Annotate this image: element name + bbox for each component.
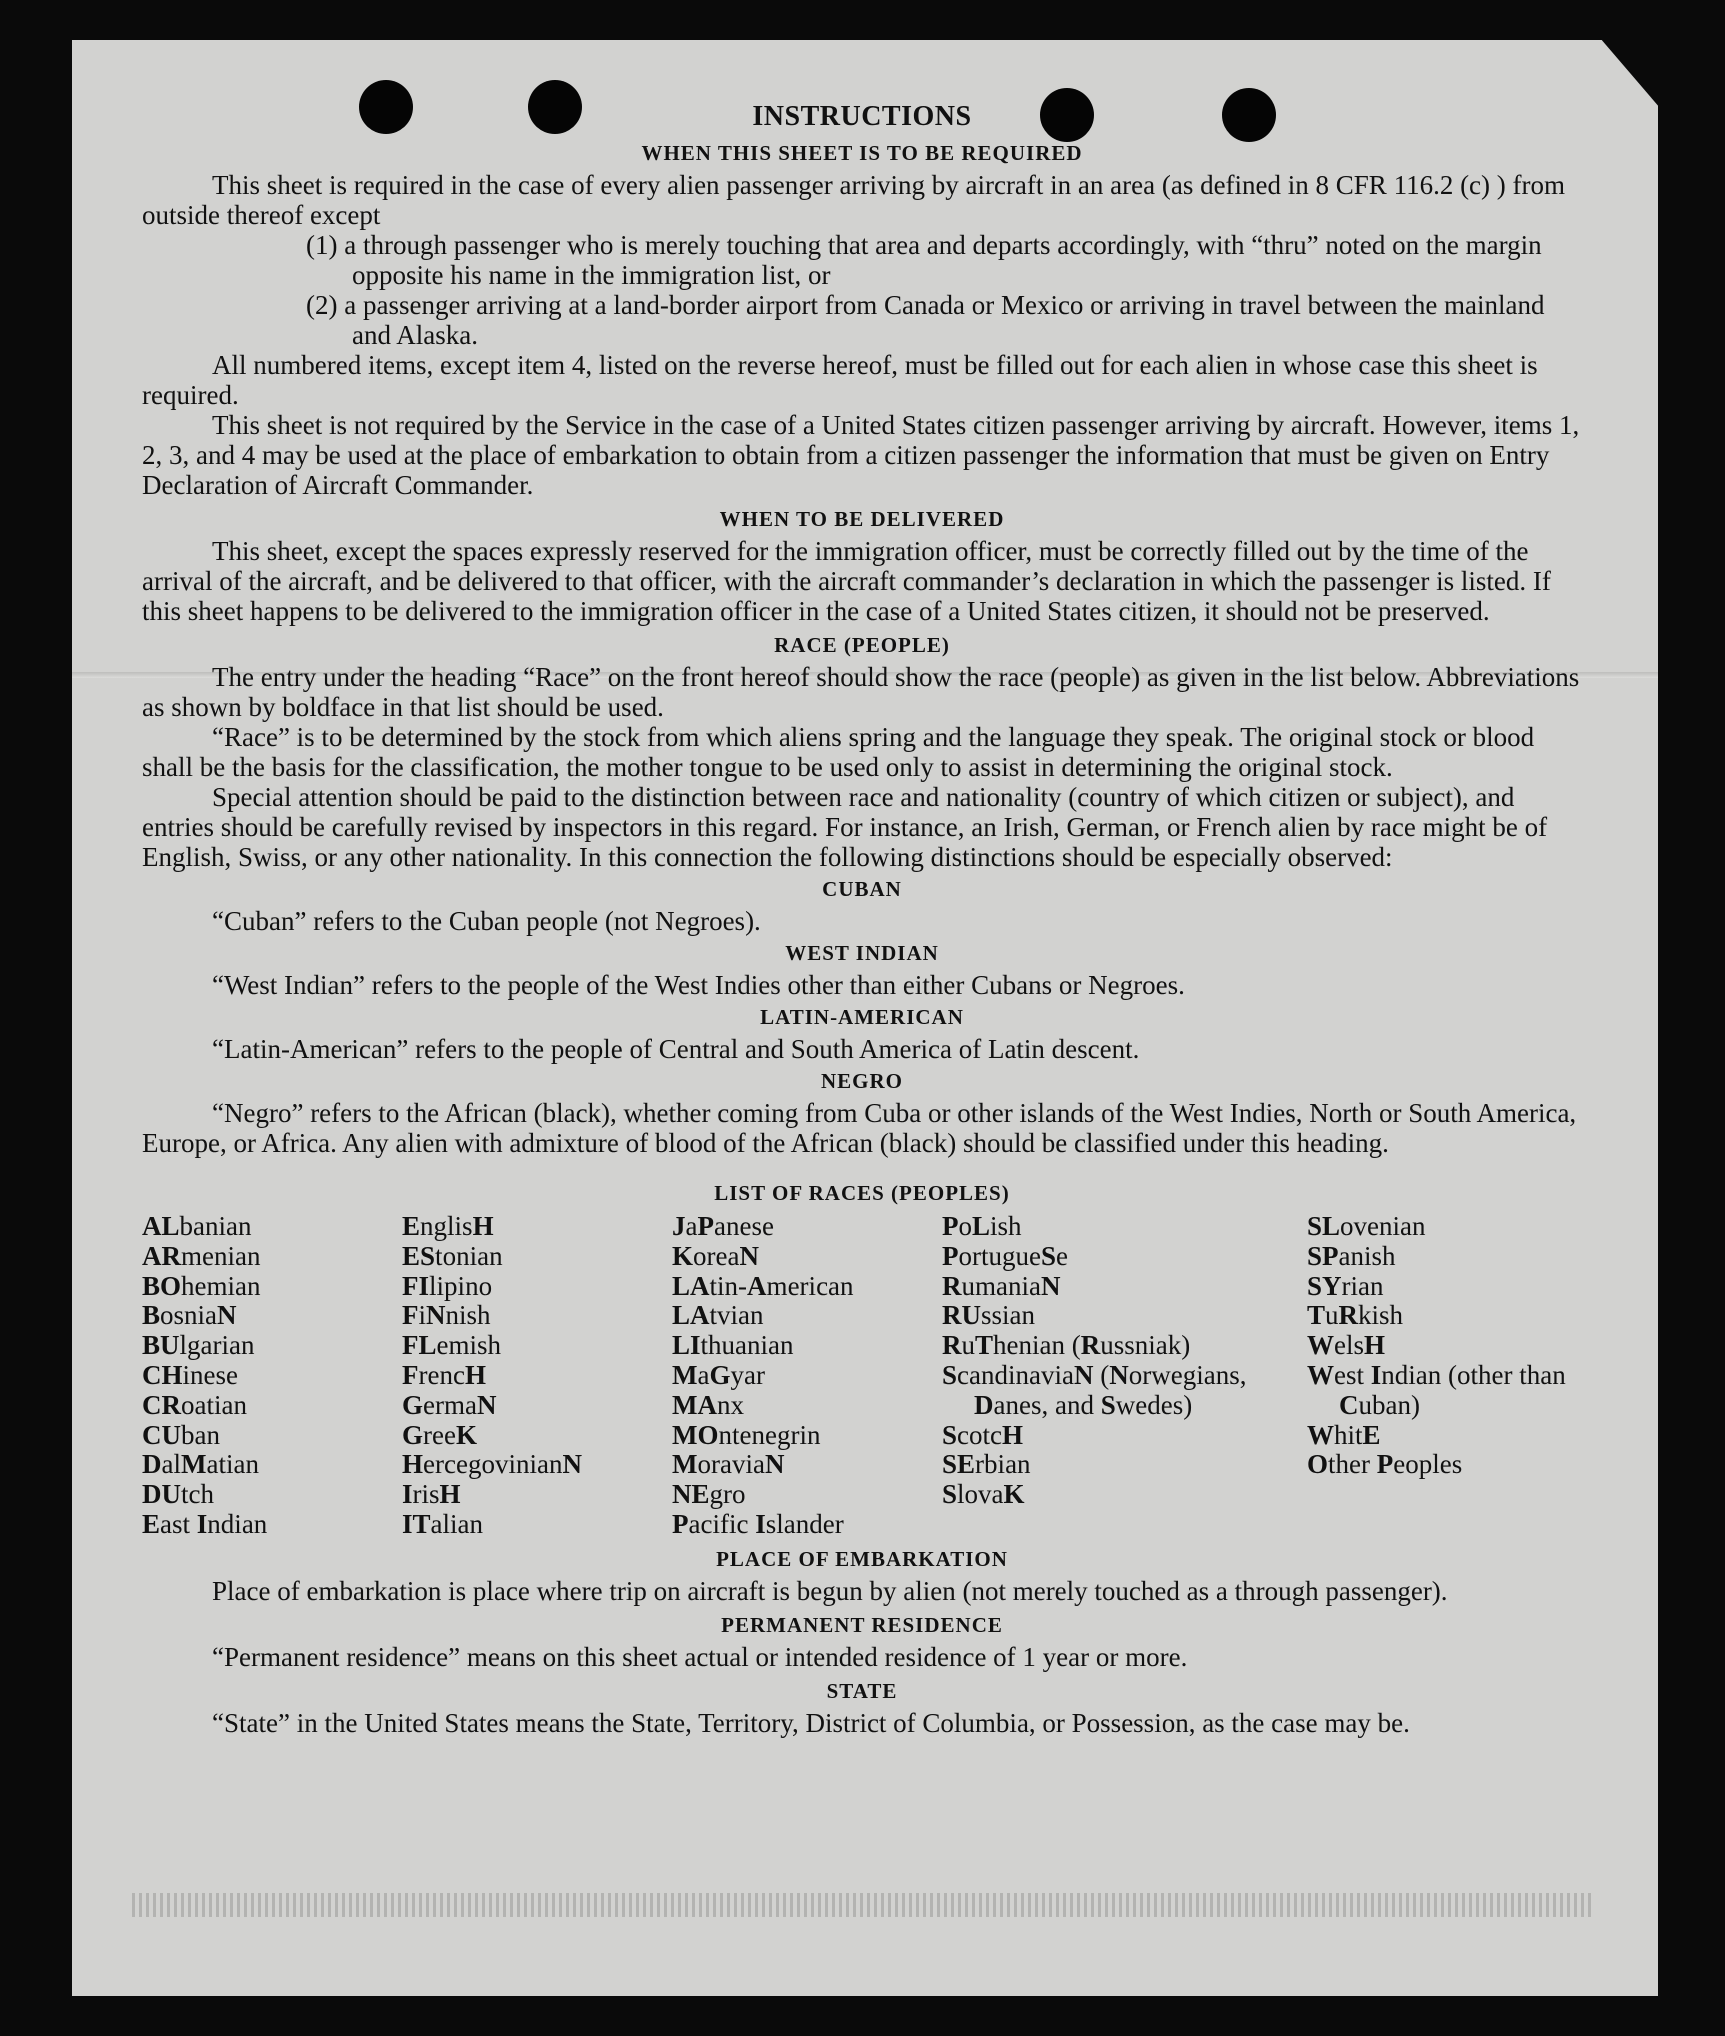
race-item: BOhemian — [142, 1270, 261, 1301]
race-item: PortugueSe — [942, 1240, 1069, 1271]
race-item: SlovaK — [942, 1479, 1025, 1510]
race-item: RuThenian (Russniak) — [942, 1330, 1191, 1361]
race-item: ScandinaviaN (Norwegians, Danes, and Swedes) — [942, 1359, 1247, 1420]
race-item: MoraviaN — [672, 1449, 785, 1480]
section-heading-residence: PERMANENT RESIDENCE — [721, 1612, 1003, 1637]
race-item: GreeK — [402, 1419, 477, 1450]
race-item: Other Peoples — [1307, 1449, 1463, 1480]
section-heading-list-of-races: LIST OF RACES (PEOPLES) — [714, 1181, 1010, 1205]
race-item: DUtch — [142, 1479, 214, 1510]
paragraph: “Negro” refers to the African (black), whether coming from Cuba or other islands of the West Indies, North or South America, Europe, or Africa. Any alien with admixture of blood of the African (black) should be classified under this heading. — [142, 1098, 1577, 1158]
race-item: ALbanian — [142, 1211, 252, 1241]
list-item: (2) a passenger arriving at a land-border airport from Canada or Mexico or arriving in travel between the mainland and Alaska. — [306, 290, 1545, 350]
race-item: CRoatian — [142, 1389, 247, 1420]
race-item: West Indian (other than Cuban) — [1307, 1359, 1566, 1420]
race-item: ITalian — [402, 1508, 484, 1539]
paragraph: “Cuban” refers to the Cuban people (not Negroes). — [212, 906, 761, 936]
section-heading-race: RACE (PEOPLE) — [774, 633, 950, 657]
race-item: SErbian — [942, 1449, 1031, 1480]
section-heading-negro: NEGRO — [820, 1069, 903, 1093]
race-item: KoreaN — [672, 1240, 759, 1271]
race-item: HercegovinianN — [402, 1449, 582, 1480]
faint-footnote-print — [132, 1893, 1592, 1917]
paragraph: All numbered items, except item 4, listed on the reverse hereof, must be filled out for each alien in whose case this sheet is required. — [142, 350, 1538, 410]
race-item: MOntenegrin — [672, 1419, 821, 1450]
race-item: SYrian — [1307, 1270, 1384, 1301]
race-item: ARmenian — [142, 1240, 261, 1271]
section-heading-delivered: WHEN TO BE DELIVERED — [719, 507, 1005, 531]
race-item: FiNnish — [402, 1300, 491, 1331]
race-item: FrencH — [402, 1359, 486, 1390]
race-item: East Indian — [142, 1508, 268, 1539]
race-item: LIthuanian — [672, 1330, 794, 1361]
race-item: RumaniaN — [942, 1270, 1061, 1301]
race-item: WhitE — [1307, 1419, 1381, 1450]
races-column — [942, 1212, 1307, 1540]
race-item: BUlgarian — [142, 1330, 255, 1361]
torn-corner — [1600, 38, 1660, 108]
paragraph: Place of embarkation is place where trip on aircraft is begun by alien (not merely touched as a through passenger). — [212, 1575, 1448, 1606]
race-item: DalMatian — [142, 1449, 259, 1480]
race-item: GermaN — [402, 1389, 497, 1420]
race-item: SPanish — [1307, 1240, 1396, 1271]
race-item: CHinese — [142, 1359, 239, 1390]
paragraph: The entry under the heading “Race” on the front hereof should show the race (people) as given in the list below. Abbreviations as shown by boldface in that list should be used. — [142, 662, 1580, 722]
paragraph: “Race” is to be determined by the stock from which aliens spring and the language they speak. The original stock or blood shall be the basis for the classification, the mother tongue to be used only to assist in determining the original stock. — [142, 722, 1535, 782]
page-title: INSTRUCTIONS — [752, 101, 972, 132]
race-item: Pacific Islander — [672, 1508, 844, 1539]
race-item: MaGyar — [672, 1359, 765, 1390]
paragraph: This sheet, except the spaces expressly reserved for the immigration officer, must be correctly filled out by the time of the arrival of the aircraft, and be delivered to that officer, with the aircraft commander’s declaration in which the passenger is listed. If this sheet happens to be delivered to the immigration officer in the case of a United States citizen, it should not be preserved. — [142, 536, 1551, 626]
race-item: ScotcH — [942, 1419, 1024, 1450]
section-heading-state: STATE — [826, 1678, 898, 1703]
race-item: PoLish — [942, 1211, 1022, 1241]
race-item: LAtvian — [672, 1300, 764, 1331]
paragraph: “West Indian” refers to the people of the West Indies other than either Cubans or Negroes. — [212, 970, 1185, 1000]
races-column — [672, 1212, 942, 1540]
race-item: FIlipino — [402, 1270, 493, 1301]
paragraph: This sheet is required in the case of every alien passenger arriving by aircraft in an area (as defined in 8 CFR 116.2 (c) ) from outside thereof except — [142, 170, 1566, 230]
race-item: CUban — [142, 1419, 220, 1450]
race-item: SLovenian — [1307, 1211, 1426, 1241]
race-item: LAtin-American — [672, 1270, 854, 1301]
races-column — [1307, 1212, 1582, 1540]
section-heading-latin-american: LATIN-AMERICAN — [760, 1005, 964, 1029]
race-item: NEgro — [672, 1479, 746, 1510]
race-item: JaPanese — [672, 1211, 774, 1241]
race-item: BosniaN — [142, 1300, 237, 1331]
section-heading-west-indian: WEST INDIAN — [785, 941, 939, 965]
paragraph: “State” in the United States means the State, Territory, District of Columbia, or Possession, as the case may be. — [212, 1707, 1410, 1738]
section-heading-cuban: CUBAN — [822, 877, 902, 901]
race-item: IrisH — [402, 1479, 461, 1510]
races-list — [142, 1212, 1582, 1540]
race-item: WelsH — [1307, 1330, 1386, 1361]
race-item: FLemish — [402, 1330, 502, 1361]
instructions-content — [142, 102, 1582, 1738]
section-heading-embarkation: PLACE OF EMBARKATION — [716, 1546, 1008, 1571]
race-item: EStonian — [402, 1240, 503, 1271]
paragraph: This sheet is not required by the Service in the case of a United States citizen passenger arriving by aircraft. However, items 1, 2, 3, and 4 may be used at the place of embarkation to obtain from a citizen passenger the information that must be given on Entry Declaration of Aircraft Commander. — [142, 410, 1580, 500]
list-item: (1) a through passenger who is merely touching that area and departs accordingly, with “thru” noted on the margin opposite his name in the immigration list, or — [306, 230, 1542, 290]
race-item: EnglisH — [402, 1211, 494, 1241]
races-column — [402, 1212, 672, 1540]
document-sheet — [72, 40, 1658, 1996]
race-item: MAnx — [672, 1389, 744, 1420]
races-column — [142, 1212, 402, 1540]
section-heading-required: WHEN THIS SHEET IS TO BE REQUIRED — [641, 141, 1083, 165]
race-item: RUssian — [942, 1300, 1036, 1331]
race-item: TuRkish — [1307, 1300, 1404, 1331]
paragraph: Special attention should be paid to the distinction between race and nationality (country of which citizen or subject), and entries should be carefully revised by inspectors in this regard. For instance, an Irish, German, or French alien by race might be of English, Swiss, or any other nationality. In this connection the following distinctions should be especially observed: — [142, 782, 1548, 872]
paragraph: “Latin-American” refers to the people of Central and South America of Latin descent. — [212, 1034, 1140, 1064]
paragraph: “Permanent residence” means on this sheet actual or intended residence of 1 year or more. — [212, 1641, 1188, 1672]
